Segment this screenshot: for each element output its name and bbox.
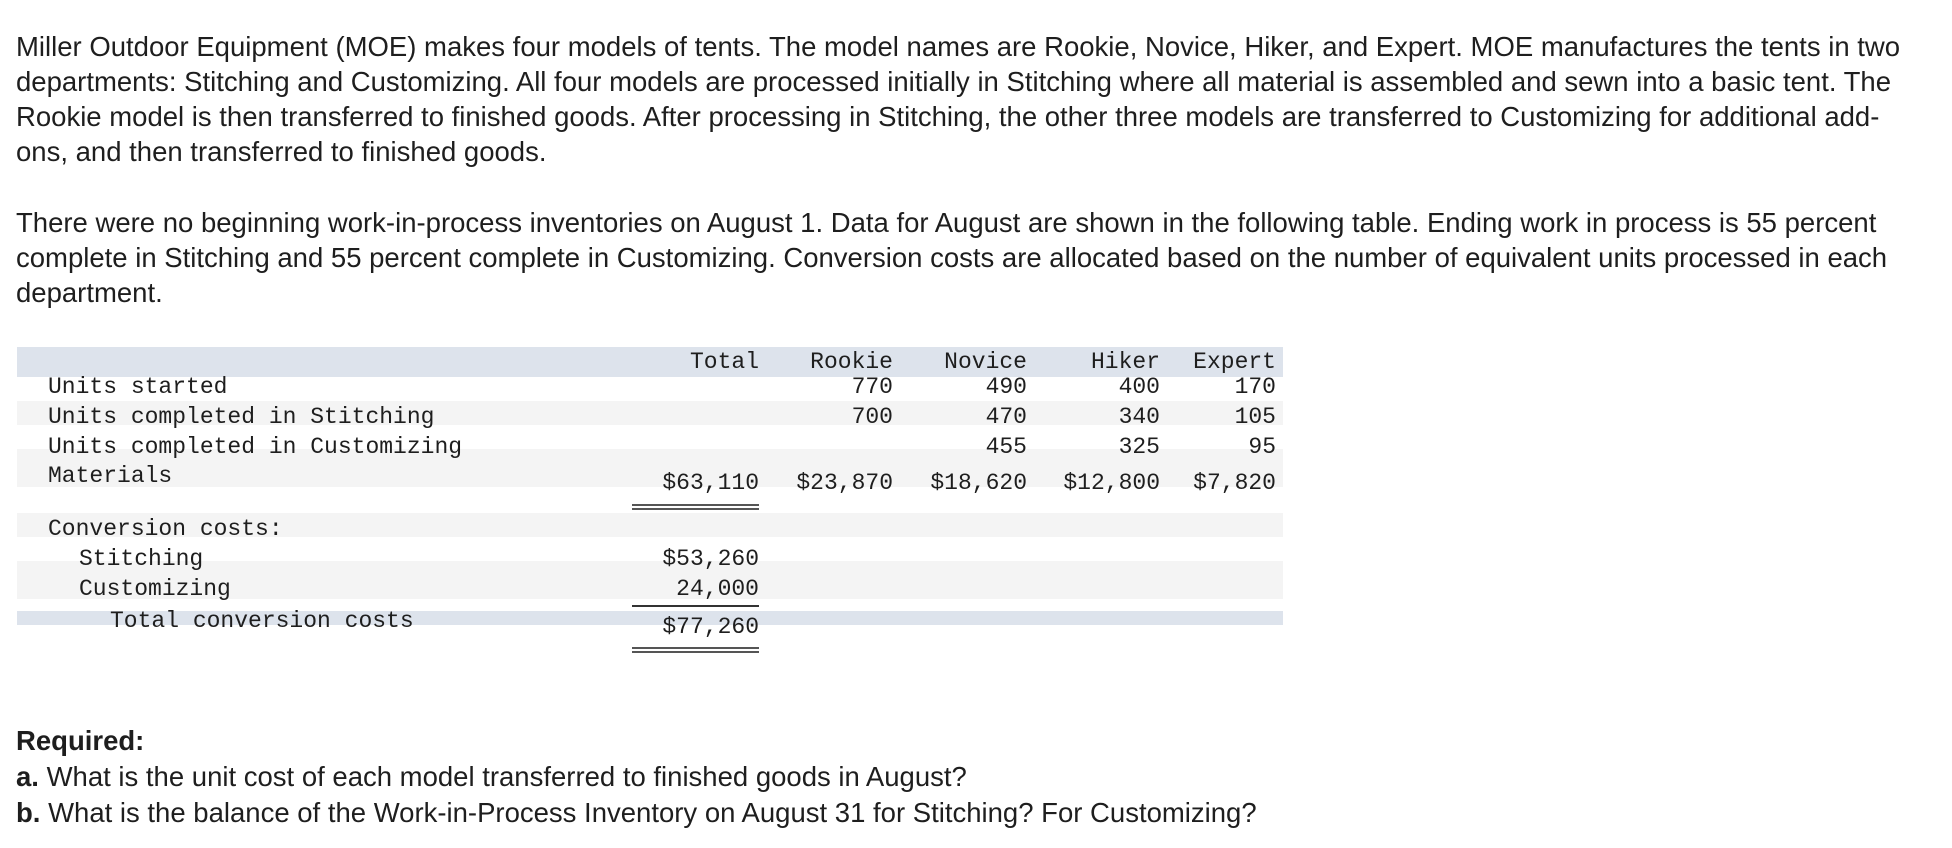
double-underline [632, 504, 759, 510]
requirement-a [16, 759, 1916, 795]
cell-hiker: 400 [1118, 374, 1160, 400]
row-label: Customizing [79, 576, 231, 602]
required-section [16, 723, 1916, 831]
cell-hiker: $12,800 [1063, 470, 1160, 496]
cell-novice: 455 [985, 434, 1027, 460]
cell-total: $63,110 [662, 470, 759, 496]
data-table [17, 347, 1283, 677]
cell-expert: 95 [1248, 434, 1276, 460]
requirement-a-text: What is the unit cost of each model transferred to finished goods in August? [46, 761, 967, 792]
cell-hiker: 325 [1118, 434, 1160, 460]
intro-paragraph-2: There were no beginning work-in-process inventories on August 1. Data for August are shown in the following table. Ending work in process is 55 percent complete in Stitching and 55 percent complete in Customizing. Conversion costs are allocated based on the number of equivalent units processed in each department. [16, 207, 1888, 308]
requirement-b-text: What is the balance of the Work-in-Process Inventory on August 31 for Stitching? For Customizing? [48, 797, 1257, 828]
table-row-values [17, 467, 1283, 497]
cell-rookie: 700 [851, 404, 893, 430]
requirement-b [16, 795, 1916, 831]
cell-novice: $18,620 [930, 470, 1027, 496]
header-hiker: Hiker [1090, 349, 1160, 375]
row-label: Units completed in Stitching [48, 404, 435, 430]
intro-paragraph-1: Miller Outdoor Equipment (MOE) makes four models of tents. The model names are Rookie, Novice, Hiker, and Expert. MOE manufactures the tents in two departments: Stitching and Customizing. All four models are processed initially in Stitching where all material is assembled and sewn into a basic tent. The Rookie model is then transferred to finished goods. After processing in Stitching, the other three models are transferred to Customizing for additional add-ons, and then transferred to finished goods. [16, 31, 1901, 167]
row-label: Units started [48, 374, 228, 400]
cell-rookie: $23,870 [796, 470, 893, 496]
table-row [17, 573, 1283, 603]
required-heading: Required: [16, 725, 145, 756]
cell-hiker: 340 [1118, 404, 1160, 430]
section-label: Conversion costs: [48, 516, 283, 542]
table-row [17, 371, 1283, 401]
table-row [17, 543, 1283, 573]
table-row-values [17, 611, 1283, 641]
table-row [17, 513, 1283, 543]
row-label: Materials [48, 463, 173, 489]
cell-expert: 170 [1234, 374, 1276, 400]
requirement-a-label: a. [16, 761, 39, 792]
cell-rookie: 770 [851, 374, 893, 400]
row-label: Stitching [79, 546, 204, 572]
row-label: Units completed in Customizing [48, 434, 463, 460]
row-label: Total conversion costs [110, 608, 414, 634]
cell-expert: $7,820 [1193, 470, 1276, 496]
cell-total: 24,000 [676, 576, 759, 602]
table-row [17, 431, 1283, 461]
cell-novice: 490 [985, 374, 1027, 400]
cell-total: $53,260 [662, 546, 759, 572]
double-underline [632, 647, 759, 653]
header-expert: Expert [1193, 349, 1276, 375]
cell-total: $77,260 [662, 614, 759, 640]
header-novice: Novice [944, 349, 1027, 375]
header-rookie: Rookie [810, 349, 893, 375]
cell-expert: 105 [1234, 404, 1276, 430]
cell-novice: 470 [985, 404, 1027, 430]
table-row [17, 401, 1283, 431]
header-total: Total [689, 349, 759, 375]
requirement-b-label: b. [16, 797, 41, 828]
